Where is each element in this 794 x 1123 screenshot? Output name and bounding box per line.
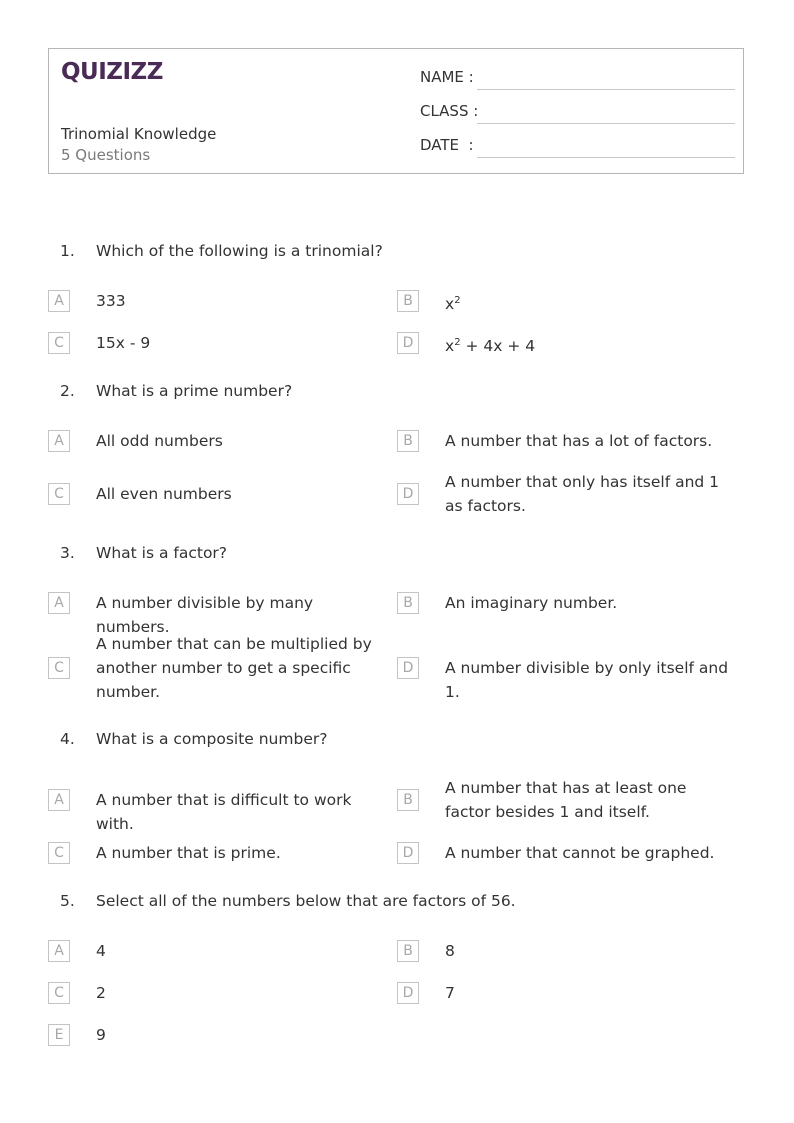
option-text-c: A number that is prime. [96,844,281,862]
option-text-a: 333 [96,292,126,310]
option-text-a: All odd numbers [96,432,223,450]
option-box-c[interactable]: C [48,483,70,505]
option-box-b[interactable]: B [397,592,419,614]
option-box-d[interactable]: D [397,332,419,354]
option-text-b [445,289,735,316]
option-text-c: 2 [96,984,106,1002]
question-number: 3. [60,544,75,562]
question-text: What is a factor? [96,544,228,562]
option-text-b: A number that has a lot of factors. [445,432,713,450]
option-box-d[interactable]: D [397,982,419,1004]
class-label: CLASS : [420,102,479,120]
question-number: 4. [60,730,75,748]
option-box-a[interactable]: A [48,592,70,614]
option-text-c: All even numbers [96,485,232,503]
option-box-d[interactable]: D [397,483,419,505]
option-text-c: 15x - 9 [96,334,151,352]
option-box-c[interactable]: C [48,657,70,679]
option-box-d[interactable]: D [397,842,419,864]
question-count: 5 Questions [61,146,151,164]
option-box-c[interactable]: C [48,982,70,1004]
option-base: x [445,295,455,313]
option-text-d: A number that only has itself and 1 as factors. [445,473,720,515]
option-base: x [445,337,455,355]
option-rest: + 4x + 4 [460,337,536,355]
class-field[interactable] [420,102,735,126]
option-box-b[interactable]: B [397,789,419,811]
option-text-a: 4 [96,942,106,960]
question-number: 1. [60,242,75,260]
option-exponent: 2 [454,337,461,348]
option-box-c[interactable]: C [48,332,70,354]
option-text-b: A number that has at least one factor besides 1 and itself. [445,779,687,821]
option-text-a: A number that is difficult to work with. [96,791,352,833]
option-box-a[interactable]: A [48,940,70,962]
class-line[interactable] [477,123,735,124]
option-box-b[interactable]: B [397,940,419,962]
option-box-d[interactable]: D [397,657,419,679]
quizizz-logo: QUIZIZZ [61,59,163,85]
date-label: DATE : [420,136,474,154]
option-text-d [445,331,735,358]
option-box-b[interactable]: B [397,430,419,452]
option-box-c[interactable]: C [48,842,70,864]
question-text: Select all of the numbers below that are factors of 56. [96,892,516,910]
option-text-b: 8 [445,942,455,960]
worksheet-title: Trinomial Knowledge [61,125,217,143]
option-box-a[interactable]: A [48,430,70,452]
name-label: NAME : [420,68,474,86]
option-text-b: An imaginary number. [445,594,618,612]
name-line[interactable] [477,89,735,90]
question-number: 2. [60,382,75,400]
option-box-a[interactable]: A [48,789,70,811]
worksheet-header [48,48,744,174]
option-box-a[interactable]: A [48,290,70,312]
option-text-a: A number divisible by many numbers. [96,594,314,636]
question-number: 5. [60,892,75,910]
question-text: Which of the following is a trinomial? [96,242,383,260]
option-text-d: A number that cannot be graphed. [445,844,715,862]
option-text-e: 9 [96,1026,106,1044]
option-box-e[interactable]: E [48,1024,70,1046]
option-exponent: 2 [454,295,461,306]
name-field[interactable] [420,68,735,92]
option-text-d: 7 [445,984,455,1002]
date-line[interactable] [477,157,735,158]
option-text-c: A number that can be multiplied by another number to get a specific number. [96,635,372,701]
option-box-b[interactable]: B [397,290,419,312]
question-text: What is a prime number? [96,382,293,400]
option-text-d: A number divisible by only itself and 1. [445,659,729,701]
question-text: What is a composite number? [96,730,328,748]
date-field[interactable] [420,136,735,160]
